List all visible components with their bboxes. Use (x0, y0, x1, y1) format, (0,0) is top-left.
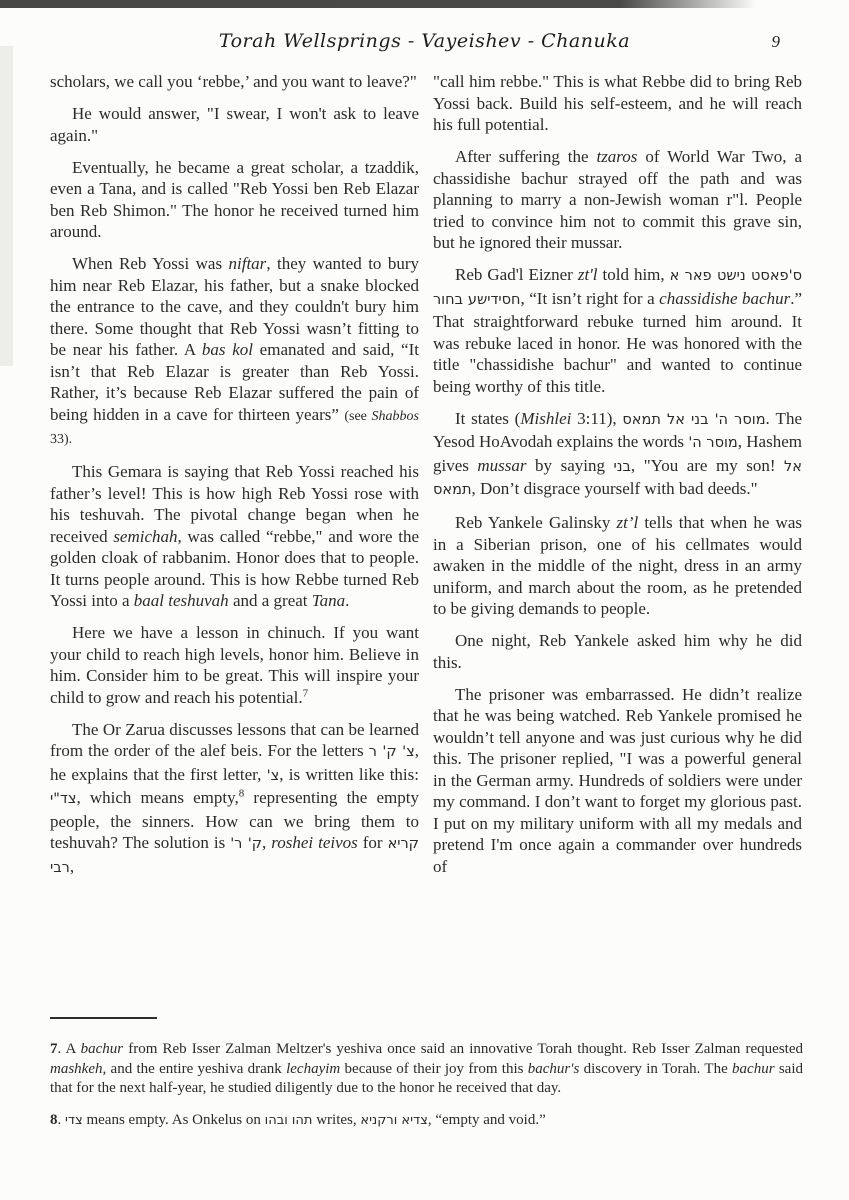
text-run: , (261, 833, 272, 852)
text-run: Reb Yankele Galinsky (455, 513, 617, 532)
footnote-ref: 8 (238, 787, 245, 800)
hebrew-text: צד"י (50, 791, 77, 807)
paragraph (433, 684, 802, 878)
scan-artifact-top-edge (0, 0, 757, 8)
page-header (0, 30, 849, 60)
text-run: Eventually, he became a great scholar, a tzaddik, even a Tana, and is called "Reb Yossi ben Reb Elazar ben Reb Shimon." The honor he received turned him around. (50, 157, 419, 241)
text-run: .” That straightforward rebuke turned him around. It was rebuke laced in honor. He was honored with the title "chassidishe bachur" and wanted to continue being worthy of this title. (433, 288, 803, 396)
text-run: bachur's (527, 1060, 580, 1077)
text-run: , "You are my son! (630, 455, 785, 475)
text-run: roshei teivos (271, 833, 358, 852)
hebrew-text: צדי (65, 1112, 83, 1128)
paragraph (433, 146, 802, 254)
text-run: "call him rebbe." This is what Rebbe did to bring Reb Yossi back. Build his self-esteem, and he will reach his full potential. (433, 72, 802, 134)
text-run: tells that when he was in a Siberian prison, one of his cellmates would awaken in the middle of the night, dress in an army uniform, and march about the room, as he pretended to be giving demands to people. (433, 513, 802, 618)
text-run: (see (344, 408, 372, 424)
text-run: for (357, 833, 388, 852)
text-run: The prisoner was embarrassed. He didn’t realize that he was being watched. Reb Yankele promised he wouldn’t tell anyone and was just curious why he did this. The prisoner replied, "I was a powerful general in the German army. Hundreds of soldiers were under my command. I don’t want to forget my glorious past. I put on my military uniform with all my medals and pretend I'm once again a commander over hundreds of (433, 684, 802, 876)
text-run: mashkeh (50, 1060, 103, 1077)
text-run: . (345, 591, 350, 610)
text-run: bachur (732, 1060, 775, 1077)
text-run: and a great (228, 591, 312, 610)
text-run: said that for the next half-year, he studied diligently due to the honor he received that day. (50, 1060, 804, 1096)
hebrew-text: מוסר ה' (688, 435, 738, 451)
paragraph (50, 157, 419, 243)
footnote-separator (50, 1017, 157, 1019)
page-number: 9 (771, 32, 780, 51)
text-run: scholars, we call you ‘rebbe,’ and you want to leave?" (50, 72, 417, 91)
text-run: He would answer, "I swear, I won't ask to leave again." (50, 104, 419, 145)
paragraph (50, 103, 419, 146)
text-run: semichah (113, 526, 178, 546)
footnote-ref: 7 (302, 686, 309, 699)
hebrew-text: ק' ר' (230, 836, 262, 852)
text-run: This Gemara is saying that Reb Yossi reached his father’s level! This is how high Reb Yossi rose with his teshuvah. The pivotal change began when he received (50, 462, 419, 546)
hebrew-text: ס'פאסט נישט פאר א חסידישע בחור (433, 268, 802, 308)
text-run: , and the entire yeshiva drank (102, 1060, 287, 1077)
paragraph (433, 512, 802, 620)
hebrew-text: תהו ובהו (264, 1112, 313, 1128)
text-run: Mishlei (520, 408, 572, 428)
text-run: discovery in Torah. The (579, 1060, 733, 1077)
text-run: 7 (50, 1041, 58, 1057)
text-run: , he explains that the first letter, (50, 741, 419, 784)
paragraph (50, 253, 419, 451)
text-run: bachur (80, 1041, 124, 1057)
text-run: 3:11), (571, 408, 623, 428)
text-run: baal teshuvah (133, 591, 229, 610)
text-run: . A (57, 1041, 81, 1057)
text-run: representing the empty people, the sinners. How can we bring them to teshuvah? The solution is (50, 788, 419, 852)
text-run: , Hashem gives (433, 432, 802, 475)
left-column (50, 71, 419, 890)
text-run: told him, (597, 265, 670, 284)
hebrew-text: אל תמאס (433, 458, 802, 498)
text-run: . The Yesod HoAvodah explains the words (433, 408, 802, 451)
hebrew-text: קריא רבי (50, 836, 419, 876)
text-run: When Reb Yossi was (72, 254, 229, 273)
text-run: because of their joy from this (340, 1060, 528, 1077)
text-run: , (69, 856, 75, 876)
text-run: , they wanted to bury him near Reb Elazar, his father, but a snake blocked the entrance to the cave, and they couldn't bury him there. Some thought that Reb Yossi wasn’t fitting to be near his father. A (50, 254, 420, 359)
text-run: of World War Two, a chassidishe bachur strayed off the path and was planning to marry a non-Jewish woman r"l. People tried to convince him not to commit this grave sin, but he ignored their mussar. (433, 147, 802, 252)
page-header-title: Torah Wellsprings - Vayeishev - Chanuka (218, 30, 631, 52)
paragraph (433, 630, 802, 673)
hebrew-text: מוסר ה' בני אל תמאס (622, 411, 766, 428)
text-run: , was called “rebbe," and wore the golden cloak of rabbanim. Honor does that to people. It turns people around. This is how Rebbe turned Reb Yossi into a (50, 526, 419, 610)
text-run: , “empty and void.” (427, 1111, 546, 1128)
paragraph (433, 264, 802, 397)
text-run: lechayim (286, 1060, 341, 1077)
text-run: The Or Zarua discusses lessons that can be learned from the order of the alef beis. For the letters (50, 719, 419, 760)
text-run: , is written like this: (279, 764, 419, 784)
text-run: emanated and said, “It isn’t that Reb Elazar is greater than Reb Yossi. Rather, it’s because Reb Elazar suffered the pain of being hidden in a cave for thirteen years” (50, 340, 419, 424)
paragraph (433, 408, 802, 502)
footnotes-section (50, 1040, 803, 1142)
scan-artifact-left-edge (0, 46, 13, 366)
paragraph (50, 461, 419, 612)
footnote (50, 1040, 803, 1099)
text-run: Tana (311, 591, 346, 610)
text-run: means empty. As Onkelus on (82, 1111, 265, 1128)
text-run: Here we have a lesson in chinuch. If you want your child to reach high levels, honor him. Believe in him. Consider him to be great. This will inspire your child to grow and reach his potential. (50, 623, 419, 707)
text-run: Shabbos (371, 408, 419, 424)
hebrew-text: צ' ק' ר (368, 744, 415, 760)
text-run: 33). (50, 432, 73, 447)
text-run: zt'l (577, 265, 598, 284)
text-run: bas kol (201, 340, 253, 359)
footnote (50, 1111, 803, 1131)
text-run: Reb Gad'l Eizner (455, 265, 578, 284)
page-body (50, 71, 802, 890)
text-run: It states ( (455, 408, 521, 428)
hebrew-text: צ' (266, 767, 280, 784)
text-run: tzaros (596, 147, 638, 166)
paragraph (433, 71, 802, 136)
text-run: by saying (526, 455, 614, 475)
hebrew-text: בני (613, 458, 631, 475)
text-run: zt’l (616, 513, 639, 532)
text-run: , “It isn’t right for a (520, 288, 660, 308)
text-run: , which means empty, (76, 788, 239, 807)
text-run: writes, (312, 1111, 361, 1128)
text-run: One night, Reb Yankele asked him why he did this. (433, 631, 802, 672)
paragraph (50, 71, 419, 93)
text-run: from Reb Isser Zalman Meltzer's yeshiva once said an innovative Torah thought. Reb Isser Zalman requested (123, 1041, 804, 1057)
text-run: niftar (228, 254, 267, 273)
hebrew-text: צדיא ורקניא (360, 1112, 428, 1128)
text-run: chassidishe bachur (659, 288, 791, 308)
text-run: After suffering the (455, 147, 597, 166)
text-run: 8 (50, 1111, 58, 1128)
paragraph (50, 622, 419, 708)
text-run: . (57, 1111, 65, 1128)
text-run: mussar (477, 455, 527, 475)
paragraph (50, 719, 419, 880)
right-column (433, 71, 802, 890)
text-run: , Don’t disgrace yourself with bad deeds." (471, 479, 758, 498)
